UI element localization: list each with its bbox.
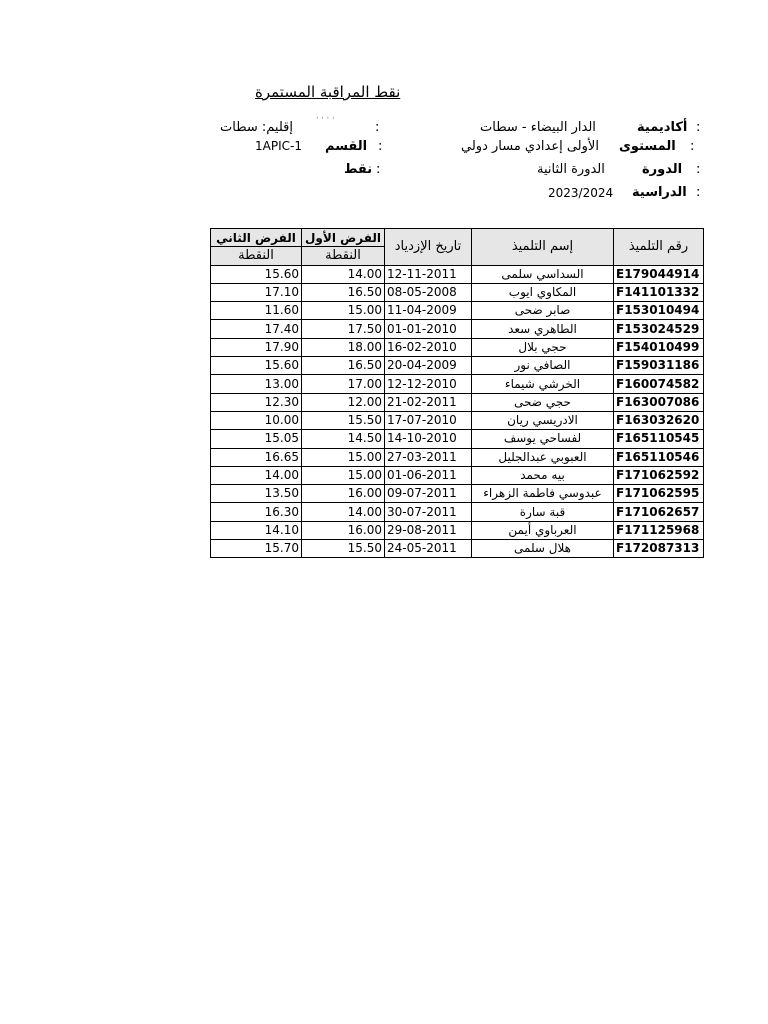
grade-exam1-cell: 15.00 <box>302 448 385 466</box>
grade-exam2-cell: 15.60 <box>211 265 302 283</box>
grade-exam2-cell: 17.90 <box>211 338 302 356</box>
grade-exam2-cell: 17.10 <box>211 283 302 301</box>
grade-exam1-cell: 15.50 <box>302 540 385 558</box>
birth-date-cell: 20-04-2009 <box>385 357 472 375</box>
header-exam1-text: الفرض الأول <box>305 230 381 245</box>
student-name-cell: قبة سارة <box>472 503 614 521</box>
student-name-cell: لفساحي يوسف <box>472 430 614 448</box>
header-name: إسم التلميذ <box>472 229 614 266</box>
birth-date-cell: 09-07-2011 <box>385 485 472 503</box>
header-exam2 <box>211 229 302 247</box>
grade-exam1-cell: 16.00 <box>302 521 385 539</box>
student-name-cell: حجي بلال <box>472 338 614 356</box>
student-id-cell: F141101332 <box>614 283 704 301</box>
grade-exam2-cell: 10.00 <box>211 411 302 429</box>
table-row <box>211 320 704 338</box>
birth-date-cell: 12-12-2010 <box>385 375 472 393</box>
student-id-cell: F171125968 <box>614 521 704 539</box>
grade-exam1-cell: 16.50 <box>302 283 385 301</box>
student-id-cell: F153010494 <box>614 302 704 320</box>
table-row <box>211 283 704 301</box>
grade-exam2-cell: 14.10 <box>211 521 302 539</box>
student-id-cell: F172087313 <box>614 540 704 558</box>
academy-value: الدار البيضاء - سطات <box>480 120 596 135</box>
grade-exam2-cell: 16.30 <box>211 503 302 521</box>
province-colon: : <box>375 120 380 135</box>
grade-exam1-cell: 15.00 <box>302 466 385 484</box>
student-id-cell: F165110546 <box>614 448 704 466</box>
student-id-cell: F154010499 <box>614 338 704 356</box>
table-row <box>211 485 704 503</box>
grade-exam2-cell: 13.00 <box>211 375 302 393</box>
table-row <box>211 393 704 411</box>
class-colon: : <box>378 139 383 154</box>
grade-exam1-cell: 14.50 <box>302 430 385 448</box>
table-row <box>211 338 704 356</box>
header-exam2-text: الفرض الثاني <box>216 230 296 245</box>
grade-exam2-cell: 16.65 <box>211 448 302 466</box>
student-name-cell: بيه محمد <box>472 466 614 484</box>
grade-exam2-cell: 12.30 <box>211 393 302 411</box>
grade-exam2-cell: 15.05 <box>211 430 302 448</box>
grades-table <box>210 228 704 558</box>
table-row <box>211 265 704 283</box>
class-label: القسم <box>325 139 368 154</box>
student-id-cell: E179044914 <box>614 265 704 283</box>
academy-label: أكاديمية <box>637 120 688 135</box>
level-label: المستوى <box>619 139 676 154</box>
birth-date-cell: 14-10-2010 <box>385 430 472 448</box>
province-value: إقليم: سطات <box>220 120 293 135</box>
student-name-cell: هلال سلمى <box>472 540 614 558</box>
grade-exam1-cell: 15.50 <box>302 411 385 429</box>
grade-exam1-cell: 12.00 <box>302 393 385 411</box>
student-id-cell: F171062657 <box>614 503 704 521</box>
student-name-cell: الخرشي شيماء <box>472 375 614 393</box>
session-colon: : <box>696 162 701 177</box>
table-row <box>211 357 704 375</box>
student-id-cell: F159031186 <box>614 357 704 375</box>
table-row <box>211 521 704 539</box>
birth-date-cell: 08-05-2008 <box>385 283 472 301</box>
student-id-cell: F171062592 <box>614 466 704 484</box>
level-colon: : <box>690 139 695 154</box>
table-row <box>211 375 704 393</box>
header-birth: تاريخ الإزدياد <box>385 229 472 266</box>
grade-exam1-cell: 15.00 <box>302 302 385 320</box>
student-name-cell: الطاهري سعد <box>472 320 614 338</box>
table-row <box>211 448 704 466</box>
grade-exam2-cell: 15.60 <box>211 357 302 375</box>
header-grade-1: النقطة <box>302 247 385 265</box>
birth-date-cell: 27-03-2011 <box>385 448 472 466</box>
faded-mark: ' ' ' ' <box>316 116 335 126</box>
grade-exam1-cell: 16.50 <box>302 357 385 375</box>
table-row <box>211 466 704 484</box>
student-name-cell: صابر ضحى <box>472 302 614 320</box>
student-id-cell: F163007086 <box>614 393 704 411</box>
birth-date-cell: 24-05-2011 <box>385 540 472 558</box>
birth-date-cell: 11-04-2009 <box>385 302 472 320</box>
grade-exam2-cell: 15.70 <box>211 540 302 558</box>
header-exam1 <box>302 229 385 247</box>
table-row <box>211 411 704 429</box>
header-id: رقم التلميذ <box>614 229 704 266</box>
student-id-cell: F160074582 <box>614 375 704 393</box>
student-name-cell: العبوبي عبدالجليل <box>472 448 614 466</box>
student-name-cell: حجي ضحى <box>472 393 614 411</box>
student-id-cell: F163032620 <box>614 411 704 429</box>
student-name-cell: السداسي سلمى <box>472 265 614 283</box>
grades-label: نقط <box>344 162 373 177</box>
session-value: الدورة الثانية <box>537 162 605 177</box>
grade-exam1-cell: 17.50 <box>302 320 385 338</box>
grade-exam1-cell: 16.00 <box>302 485 385 503</box>
grade-exam1-cell: 17.00 <box>302 375 385 393</box>
grade-exam1-cell: 18.00 <box>302 338 385 356</box>
birth-date-cell: 21-02-2011 <box>385 393 472 411</box>
grade-exam2-cell: 13.50 <box>211 485 302 503</box>
school-year-colon: : <box>696 185 701 200</box>
grades-colon: : <box>376 162 381 177</box>
grade-exam2-cell: 14.00 <box>211 466 302 484</box>
school-year-label: الدراسية <box>632 185 687 200</box>
birth-date-cell: 29-08-2011 <box>385 521 472 539</box>
birth-date-cell: 01-06-2011 <box>385 466 472 484</box>
birth-date-cell: 30-07-2011 <box>385 503 472 521</box>
grade-exam2-cell: 11.60 <box>211 302 302 320</box>
grade-exam1-cell: 14.00 <box>302 265 385 283</box>
student-name-cell: العرباوي أيمن <box>472 521 614 539</box>
session-label: الدورة <box>642 162 683 177</box>
grade-exam1-cell: 14.00 <box>302 503 385 521</box>
student-name-cell: المكاوي ايوب <box>472 283 614 301</box>
student-name-cell: الصافي نور <box>472 357 614 375</box>
school-year-value: 2023/2024 <box>548 186 614 200</box>
birth-date-cell: 01-01-2010 <box>385 320 472 338</box>
header-grade-2: النقطة <box>211 247 302 265</box>
birth-date-cell: 16-02-2010 <box>385 338 472 356</box>
birth-date-cell: 17-07-2010 <box>385 411 472 429</box>
academy-colon: : <box>696 120 701 135</box>
table-row <box>211 430 704 448</box>
student-id-cell: F153024529 <box>614 320 704 338</box>
level-value: الأولى إعدادي مسار دولي <box>461 139 599 154</box>
birth-date-cell: 12-11-2011 <box>385 265 472 283</box>
student-name-cell: عبدوسي فاطمة الزهراء <box>472 485 614 503</box>
table-row <box>211 302 704 320</box>
class-value: 1APIC-1 <box>255 139 302 153</box>
student-name-cell: الادريسي ريان <box>472 411 614 429</box>
grade-exam2-cell: 17.40 <box>211 320 302 338</box>
table-row <box>211 503 704 521</box>
student-id-cell: F171062595 <box>614 485 704 503</box>
table-row <box>211 540 704 558</box>
student-id-cell: F165110545 <box>614 430 704 448</box>
page-title: نقط المراقبة المستمرة <box>255 83 401 101</box>
